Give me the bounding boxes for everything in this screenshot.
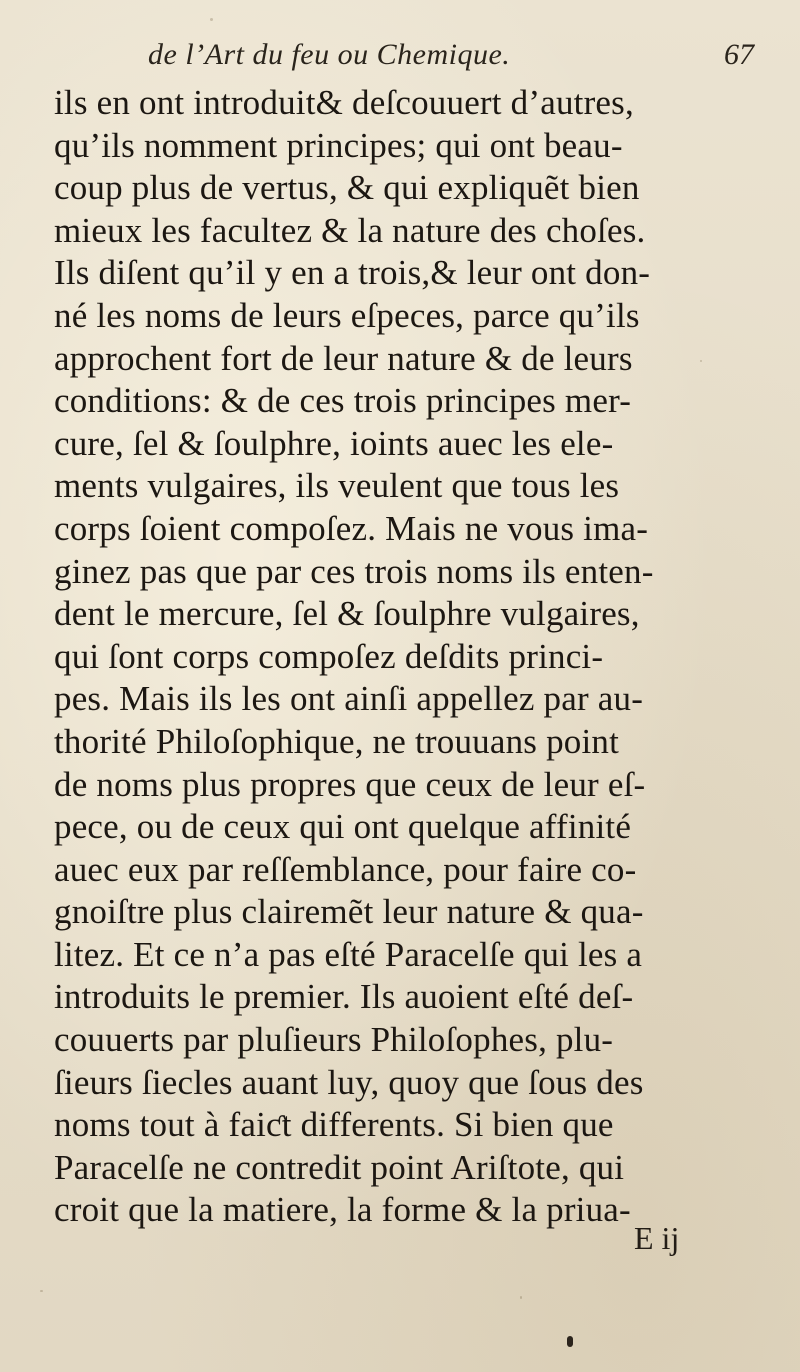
page-number: 67 — [724, 38, 754, 71]
signature-mark: E ij — [634, 1220, 680, 1256]
text-line: couuerts par pluſieurs Philoſophes, plu- — [54, 1020, 614, 1060]
body-text — [54, 82, 800, 1232]
paper-speck — [520, 1296, 522, 1299]
text-line: qu’ils nomment principes; qui ont beau- — [54, 125, 623, 165]
text-line: de noms plus propres que ceux de leur eſ- — [54, 764, 646, 804]
paper-speck — [700, 360, 702, 362]
text-line: Paracelſe ne contredit point Ariſtote, qui — [54, 1147, 625, 1187]
text-line: noms tout à faiƈt differents. Si bien que — [54, 1105, 614, 1145]
text-line: qui ſont corps compoſez deſdits princi- — [54, 636, 604, 676]
text-line: pes. Mais ils les ont ainſi appellez par au- — [54, 679, 644, 719]
text-line: corps ſoient compoſez. Mais ne vous ima- — [54, 508, 649, 548]
text-line: croit que la matiere, la forme & la priua- — [54, 1190, 631, 1230]
paper-speck — [210, 18, 213, 21]
text-line: ginez pas que par ces trois noms ils enten- — [54, 551, 654, 591]
text-line: gnoiſtre plus clairemẽt leur nature & qua- — [54, 892, 644, 932]
text-line: mieux les facultez & la nature des choſes. — [54, 210, 646, 250]
text-line: coup plus de vertus, & qui expliquẽt bien — [54, 168, 640, 208]
text-line: conditions: & de ces trois principes mer- — [54, 381, 632, 421]
text-line: ments vulgaires, ils veulent que tous les — [54, 466, 620, 506]
text-line: dent le mercure, ſel & ſoulphre vulgaires, — [54, 594, 640, 634]
paper-speck — [40, 1290, 43, 1292]
text-line: introduits le premier. Ils auoient eſté deſ- — [54, 977, 634, 1017]
ink-mark — [567, 1336, 573, 1347]
running-title: de l’Art du feu ou Chemique. — [148, 38, 511, 71]
text-line: pece, ou de ceux qui ont quelque affinité — [54, 807, 632, 847]
text-line: cure, ſel & ſoulphre, ioints auec les ele- — [54, 423, 614, 463]
text-line: auec eux par reſſemblance, pour faire co- — [54, 849, 637, 889]
text-line: né les noms de leurs eſpeces, parce qu’ils — [54, 295, 640, 335]
text-line: ils en ont introduit& deſcouuert d’autres, — [54, 83, 634, 122]
text-line: Ils diſent qu’il y en a trois,& leur ont don- — [54, 253, 651, 293]
running-head — [0, 38, 800, 78]
text-line: litez. Et ce n’a pas eſté Paracelſe qui les a — [54, 934, 643, 974]
text-line: thorité Philoſophique, ne trouuans point — [54, 721, 620, 761]
text-line: ſieurs ſiecles auant luy, quoy que ſous des — [54, 1062, 644, 1102]
text-line: approchent fort de leur nature & de leurs — [54, 338, 633, 378]
